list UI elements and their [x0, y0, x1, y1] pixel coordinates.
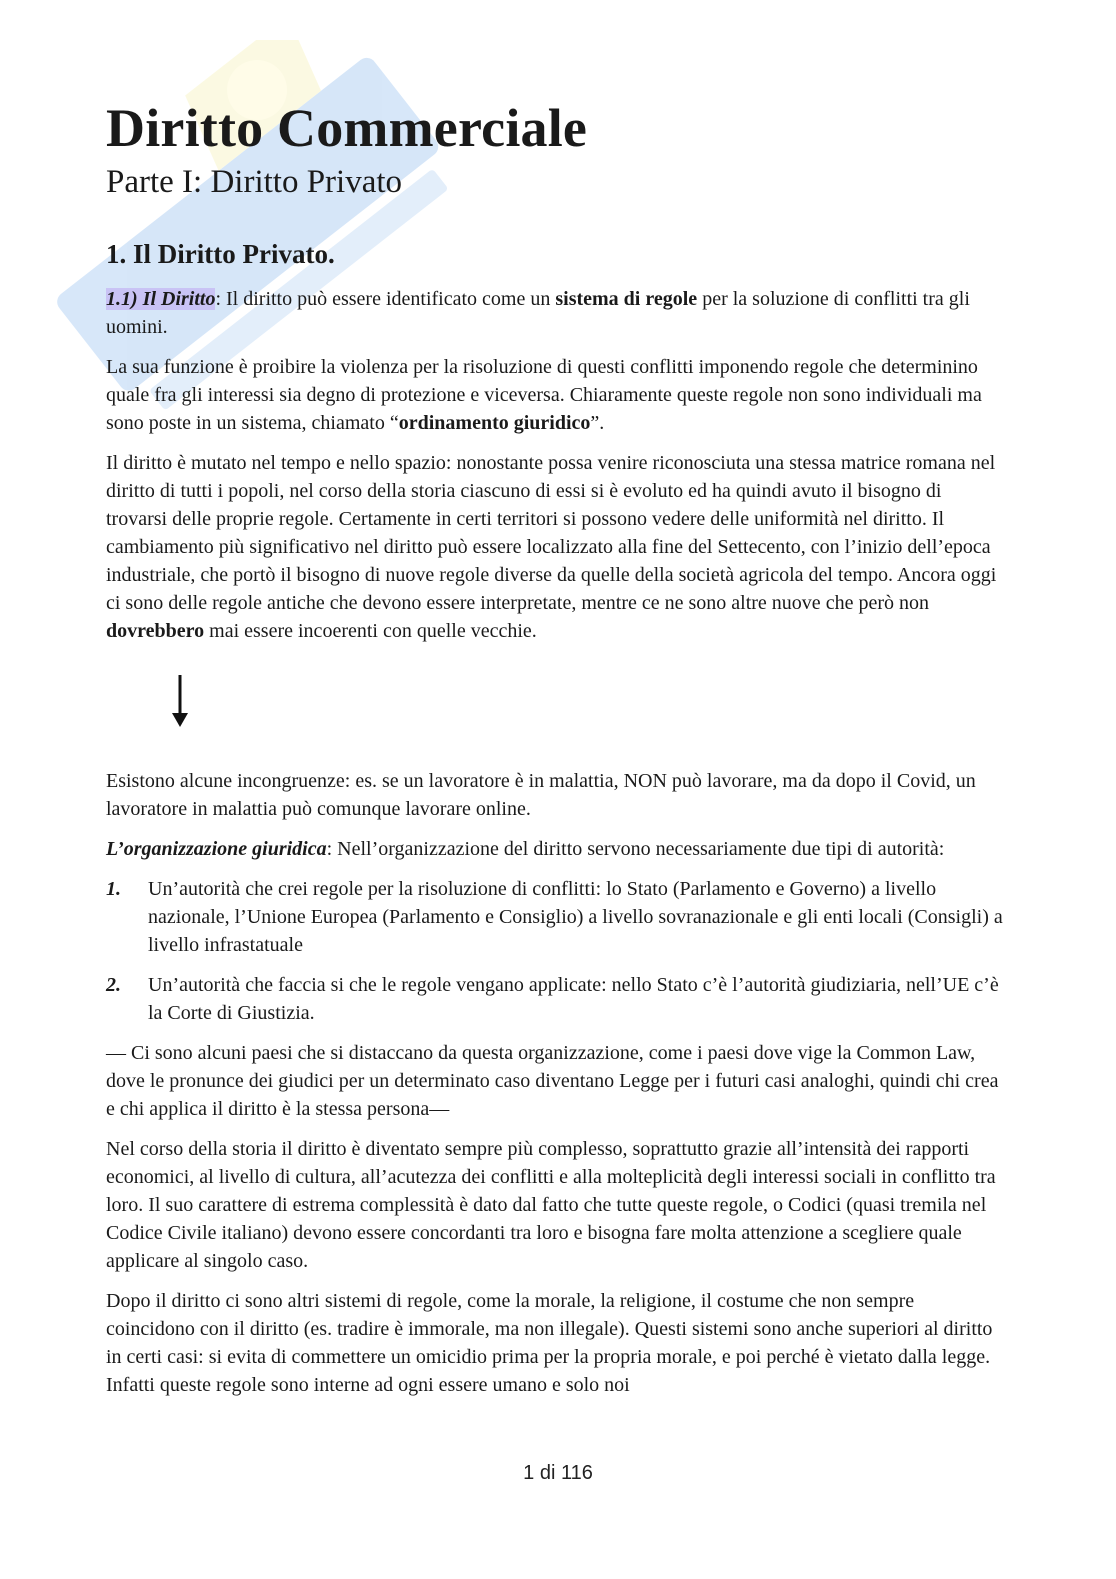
paragraph-organizzazione: L’organizzazione giuridica: Nell’organizzazione del diritto servono necessariamente due tipi di autorità:	[106, 837, 945, 860]
highlighted-label: 1.1) Il Diritto	[106, 287, 216, 310]
paragraph-complessita: Nel corso della storia il diritto è diventato sempre più complesso, soprattutto grazie all’intensità dei rapporti economici, al livello di cultura, all’acutezza dei conflitti e alla molteplicità degli interessi sociali in conflitto tra loro. Il suo carattere di estrema complessità è dato dal fatto che tutte queste regole, o Codici (quasi tremila nel Codice Civile italiano) devono essere concordanti tra loro e bisogna fare molta attenzione a scegliere quale applicare al singolo caso.	[106, 1137, 996, 1272]
italic-label: L’organizzazione giuridica	[106, 837, 327, 860]
arrow-down-icon	[170, 675, 190, 727]
arrow-block	[106, 645, 1006, 755]
paragraph-diritto-definition: 1.1) Il Diritto: Il diritto può essere identificato come un sistema di regole per la soluzione di conflitti tra gli uomini.	[106, 287, 970, 338]
paragraph-altri-sistemi: Dopo il diritto ci sono altri sistemi di regole, come la morale, la religione, il costume che non sempre coincidono con il diritto (es. tradire è immorale, ma non illegale). Questi sistemi sono anche superiori al diritto in certi casi: si evita di commettere un omicidio prima per la propria morale, e poi perché è vietato dalla legge. Infatti queste regole sono interne ad ogni essere umano e solo noi	[106, 1289, 993, 1396]
paragraph-mutamento: Il diritto è mutato nel tempo e nello spazio: nonostante possa venire riconosciuta una stessa matrice romana nel diritto di tutti i popoli, nel corso della storia ciascuno di essi si è evoluto ed ha quindi avuto il bisogno di trovarsi delle proprie regole. Certamente in certi territori si possono vedere delle uniformità nel diritto. Il cambiamento più significativo nel diritto può essere localizzato alla fine del Settecento, con l’inizio dell’epoca industriale, che portò il bisogno di nuove regole diverse da quelle della società agricola del tempo. Ancora oggi ci sono delle regole antiche che devono essere interpretate, mentre ce ne sono altre nuove che però non dovrebbero mai essere incoerenti con quelle vecchie.	[106, 451, 997, 642]
page-number: 1 di 116	[523, 1462, 593, 1484]
paragraph-common-law: — Ci sono alcuni paesi che si distaccano da questa organizzazione, come i paesi dove vige la Common Law, dove le pronunce dei giudici per un determinato caso diventano Legge per i futuri casi analoghi, quindi chi crea e chi applica il diritto è la stessa persona—	[106, 1041, 999, 1120]
list-number: 2.	[106, 973, 121, 996]
bold-term: ordinamento giuridico	[398, 411, 591, 434]
list-item: 2. Un’autorità che faccia si che le regole vengano applicate: nello Stato c’è l’autorità giudiziaria, nell’UE c’è la Corte di Giustizia.	[106, 971, 1006, 1027]
list-item: 1. Un’autorità che crei regole per la risoluzione di conflitti: lo Stato (Parlamento e Governo) a livello nazionale, l’Unione Europea (Parlamento e Consiglio) a livello sovranazionale e gli enti locali (Consigli) a livello infrastatuale	[106, 875, 1006, 959]
list-number: 1.	[106, 877, 121, 900]
section-heading: 1. Il Diritto Privato.	[106, 239, 335, 270]
bold-term: dovrebbero	[106, 619, 205, 642]
document-page	[106, 100, 1006, 1399]
document-title: Diritto Commerciale	[106, 98, 588, 158]
authority-list	[106, 875, 1006, 1027]
bold-term: sistema di regole	[555, 287, 698, 310]
paragraph-funzione: La sua funzione è proibire la violenza per la risoluzione di questi conflitti imponendo regole che determinino quale fra gli interessi sia degno di protezione e viceversa. Chiaramente queste regole non sono individuali ma sono poste in un sistema, chiamato “ordinamento giuridico”.	[106, 355, 982, 434]
document-subtitle: Parte I: Diritto Privato	[106, 163, 403, 200]
paragraph-incongruenze: Esistono alcune incongruenze: es. se un lavoratore è in malattia, NON può lavorare, ma da dopo il Covid, un lavoratore in malattia può comunque lavorare online.	[106, 769, 976, 820]
